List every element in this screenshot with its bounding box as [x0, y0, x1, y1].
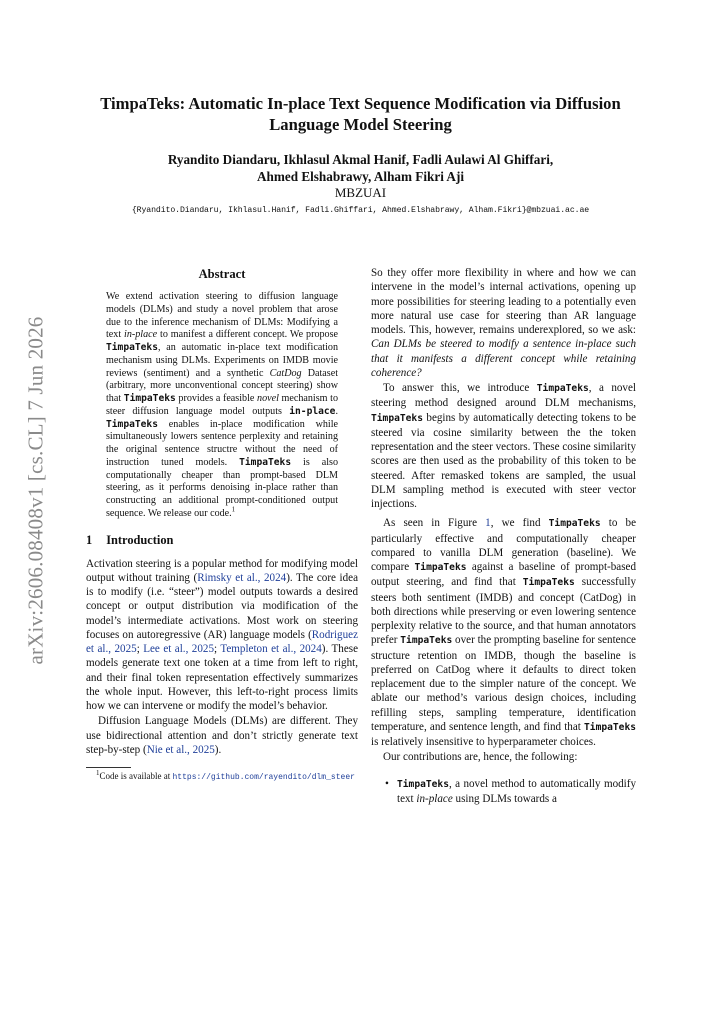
footnote: $^1$Code is available at https://github.com/rayendito/dlm_steer	[96, 769, 355, 782]
paper-header	[70, 93, 651, 218]
arxiv-identifier: arXiv:2606.08408v1 [cs.CL] 7 Jun 2026	[23, 315, 48, 665]
footnote-divider	[86, 767, 131, 768]
citation-link[interactable]: Nie et al., 2025	[146, 743, 215, 756]
right-paragraph-2: To answer this, we introduce TimpaTeks, a novel steering method designed around DLM mechanisms, TimpaTeks begins by automatically detecting tokens to be steered via cosine similarity between the the token representation and the steer vectors. These cosine similarity scores are then used as the probability of this token to be steered. After remasked tokens are sampled, the usual DLM sampling method is executed with steer vector injections.	[371, 382, 636, 510]
citation-link[interactable]: Lee et al., 2025	[143, 643, 214, 655]
abstract-text: We extend activation steering to diffusion language models (DLMs) and study a novel problem that arose due to the inference mechanism of DLMs: Modifying a text in-place to manifest a different concept. We propose TimpaTeks, an automatic in-place text modification mechanism using DLMs. Experiments on IMDB movie reviews (sentiment) and a synthetic CatDog Dataset (arbitrary, more unconventional concept steering) show that TimpaTeks provides a feasible novel mechanism to steer diffusion language model outputs in-place. TimpaTeks enables in-place modification while simultaneously lowers sentence perplexity and retaining the original sentence structre without the need of instruction tuned models. TimpaTeks is also computationally cheaper than prompt-based DLM steering, as it performs denoising in-place rather than constructing an additional prompt-conditioned output sequence. We release our code.$^1$	[106, 291, 338, 519]
footnote-marker[interactable]: 1	[231, 505, 236, 514]
right-paragraph-1: So they offer more flexibility in where and how we can intervene in the model’s internal activations, opening up more possibilities for steering leading to a potentially even more natural use case for steering than AR language models. This, however, remains underexplored, so we ask: Can DLMs be steered to modify a sentence in-place such that it manifests a different concept while retaining coherence?	[371, 267, 636, 379]
section-heading-introduction: 1 Introduction	[86, 532, 174, 547]
arxiv-side-stamp	[12, 300, 60, 680]
intro-paragraph-2: Diffusion Language Models (DLMs) are different. They use bidirectional attention and don’t strictly generate text step-by-step (Nie et al., 2025).	[86, 715, 358, 756]
authors-line-2: Ahmed Elshabrawy, Alham Fikri Aji	[257, 169, 464, 184]
figure-reference-link[interactable]: 1	[485, 517, 491, 530]
code-url-link[interactable]: https://github.com/rayendito/dlm_steer	[172, 773, 355, 782]
right-paragraph-3: As seen in Figure 1, we find TimpaTeks to be particularly effective and computationally cheaper compared to vanilla DLM generation (baseline). We compare TimpaTeks against a baseline of prompt-based output steering, and find that TimpaTeks successfully steers both sentiment (IMDB) and concept (CatDog) in both directions while preserving or even lowering sentence perplexity relative to the source, and that human annotators prefer TimpaTeks over the prompting baseline for sentence structure retention on IMDB, though the baseline is preferred on CatDog where it defaults to direct token replacement due to the simpler nature of the concept. We ablate our method’s various design choices, including refilling steps, sampling temperature, identification temperature, and sentence length, and find that TimpaTeks is relatively insensitive to hyperparameter choices.	[371, 517, 636, 748]
abstract-heading: Abstract	[198, 267, 246, 281]
author-emails: {Ryandito.Diandaru, Ikhlasul.Hanif, Fadli.Ghiffari, Ahmed.Elshabrawy, Alham.Fikri}@mbzuai.ac.ae	[131, 206, 590, 215]
citation-link[interactable]: Rodriguez et al., 2025	[86, 628, 358, 655]
citation-link[interactable]: Templeton et al., 2024	[220, 643, 322, 655]
list-item: • TimpaTeks, a novel method to automatically modify text in-place using DLMs towards a	[385, 777, 636, 805]
paper-title: TimpaTeks: Automatic In-place Text Sequence Modification via Diffusion Language Model Steering	[100, 94, 621, 134]
right-paragraph-4: Our contributions are, hence, the following:	[383, 751, 578, 764]
authors-line-1: Ryandito Diandaru, Ikhlasul Akmal Hanif, Fadli Aulawi Al Ghiffari,	[167, 152, 554, 167]
left-column	[86, 266, 358, 783]
right-column	[371, 266, 636, 806]
contributions-list	[371, 777, 636, 807]
affiliation: MBZUAI	[334, 185, 387, 200]
intro-paragraph-1: Activation steering is a popular method for modifying model output without training (Rimsky et al., 2024). The core idea is to modify (i.e. “steer”) model outputs towards a desired concept or output distribution via modification of the model’s intermediate activations. Most work on steering focuses on autoregressive (AR) language models (Rodriguez et al., 2025; Lee et al., 2025; Templeton et al., 2024). These models generate text one token at a time from left to right, and their final token representation effectively summarizes the whole input. However, this left-to-right process limits how we can intervene or modify the model’s behavior.	[86, 557, 359, 712]
citation-link[interactable]: Rimsky et al., 2024	[197, 571, 287, 584]
